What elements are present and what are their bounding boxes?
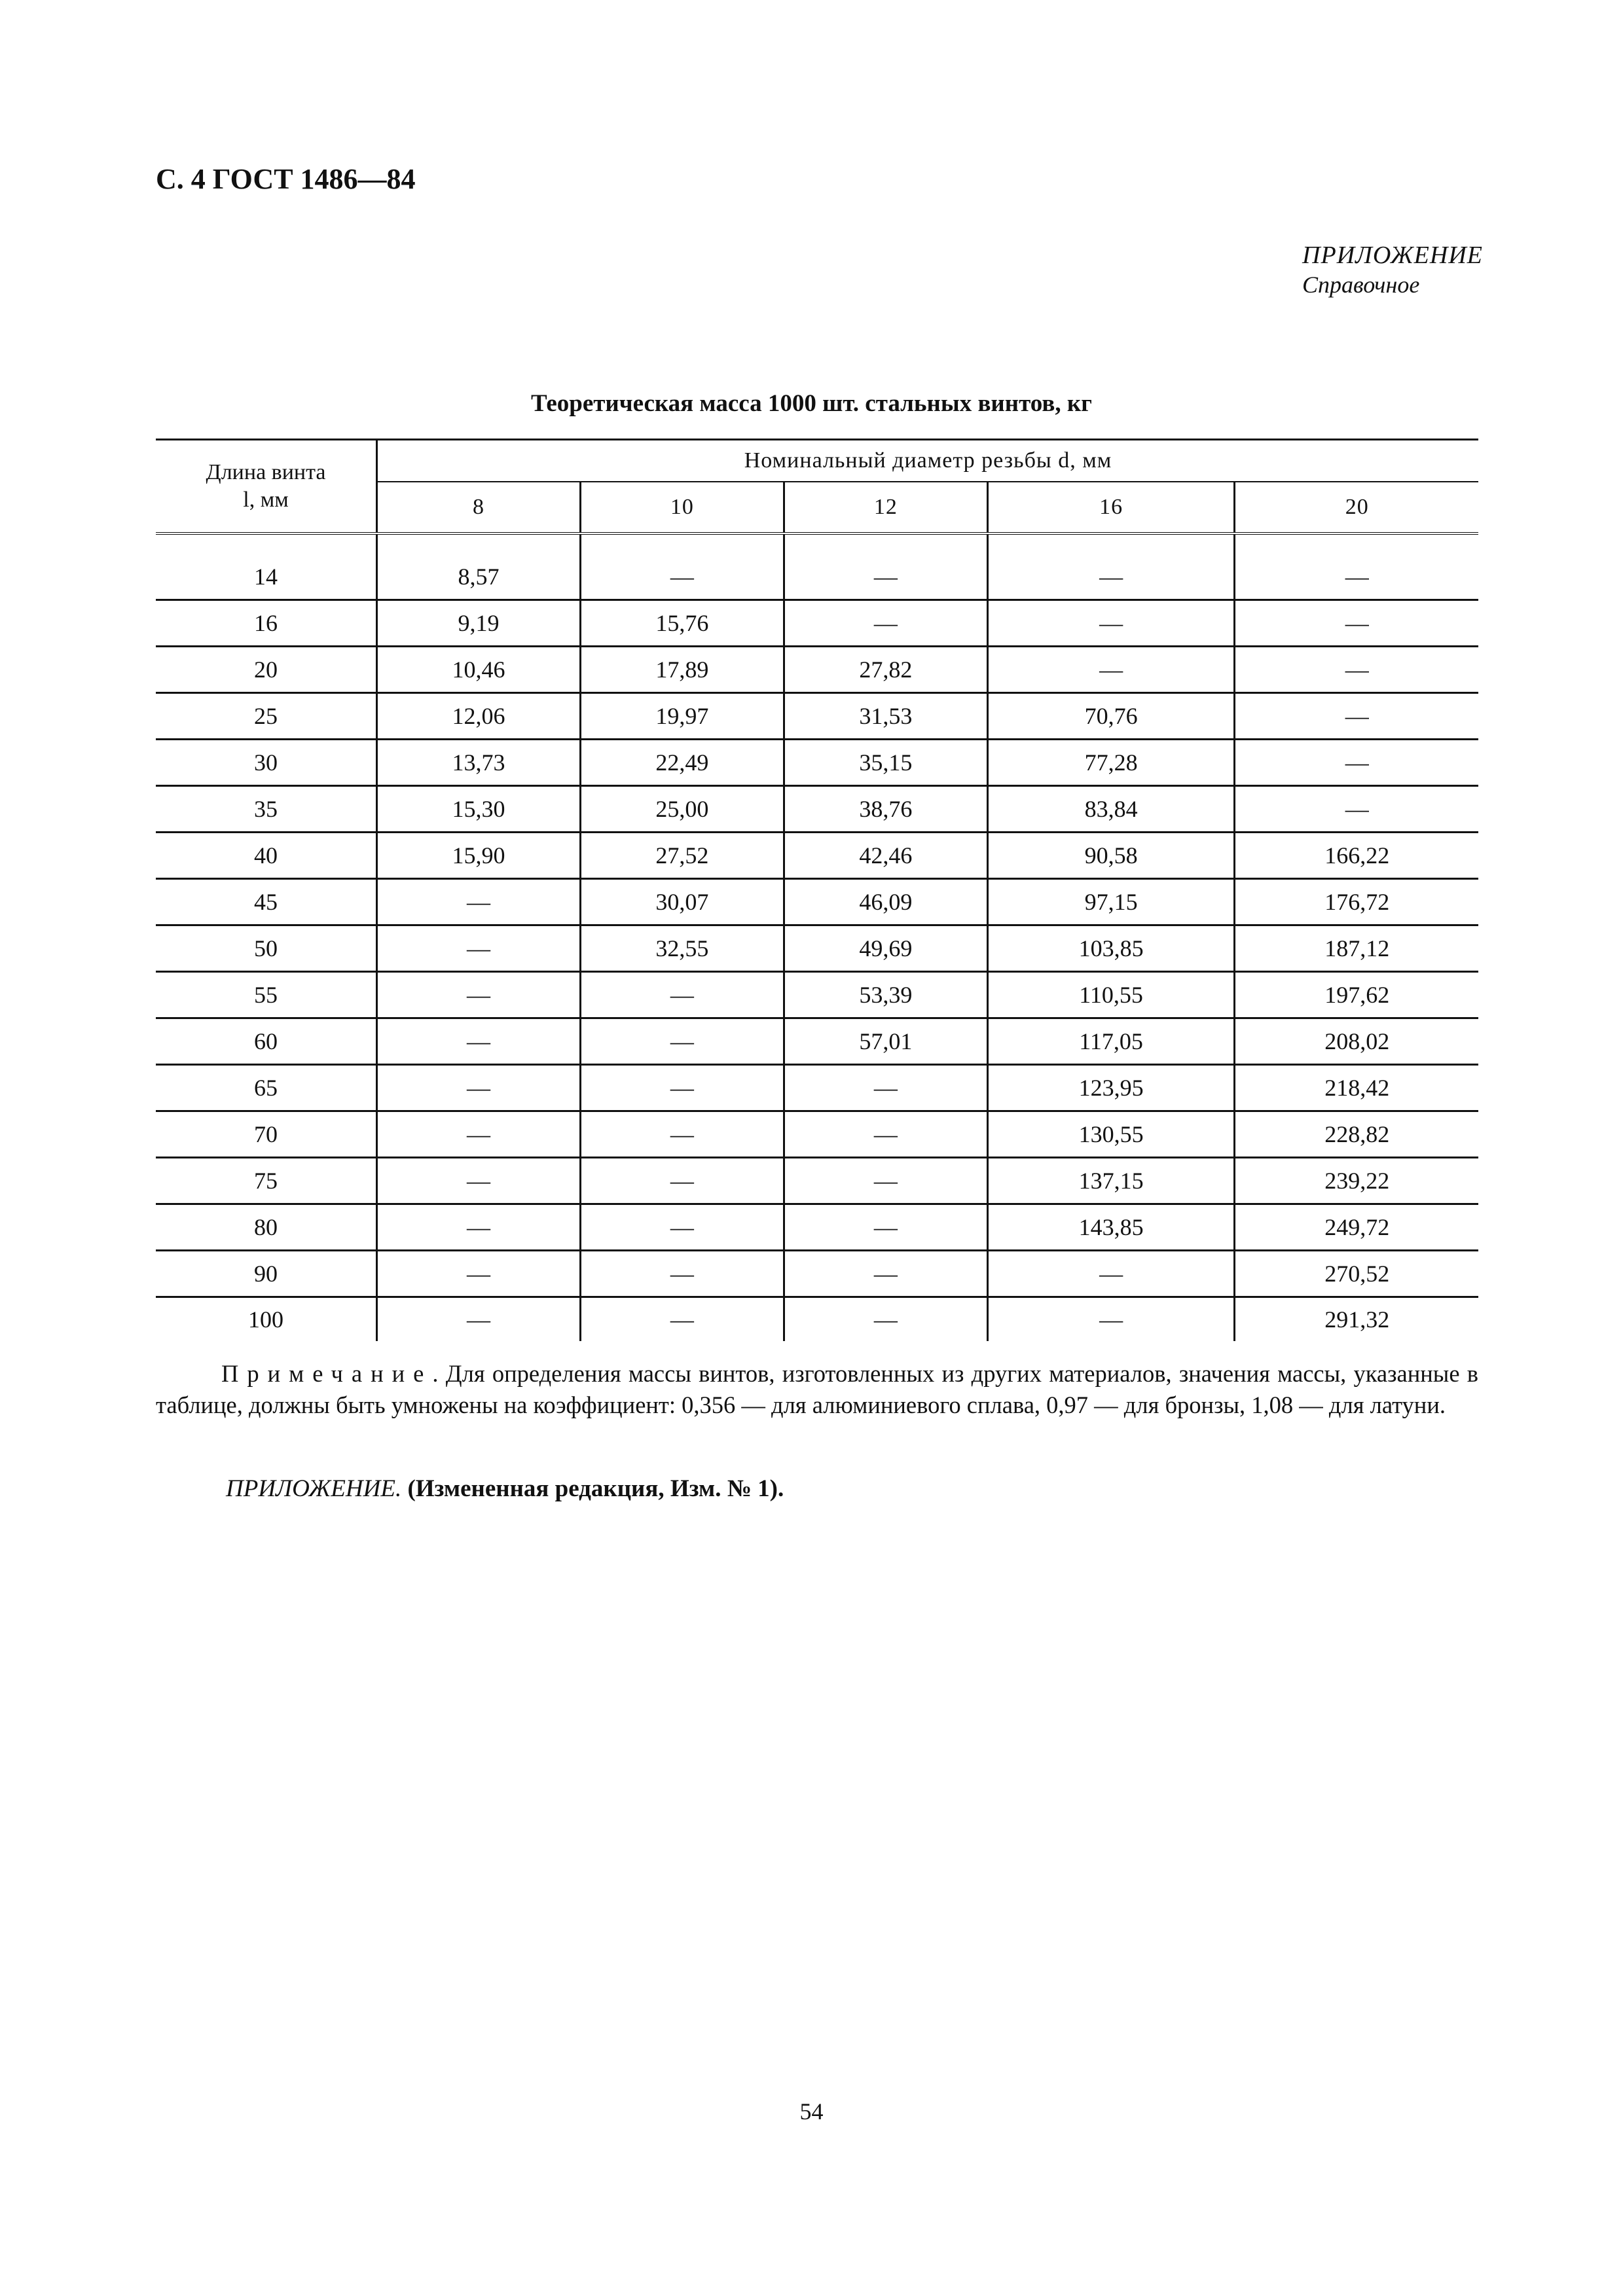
mass-cell: — (784, 1204, 987, 1251)
table-row (156, 1158, 1478, 1204)
table-row (156, 1065, 1478, 1111)
table-row (156, 647, 1478, 693)
table-row (156, 693, 1478, 740)
mass-cell: — (377, 1065, 581, 1111)
mass-cell: — (987, 647, 1235, 693)
mass-cell: — (1235, 600, 1478, 647)
table-row (156, 925, 1478, 972)
length-cell: 40 (156, 833, 377, 879)
length-header-line2: l, мм (243, 488, 289, 512)
mass-cell: — (784, 1158, 987, 1204)
length-cell: 60 (156, 1018, 377, 1065)
mass-cell: 25,00 (580, 786, 784, 833)
mass-cell: — (784, 1065, 987, 1111)
mass-cell: 13,73 (377, 740, 581, 786)
mass-cell: — (466, 1306, 490, 1333)
mass-cell: — (784, 1111, 987, 1158)
mass-cell: — (377, 1251, 581, 1297)
mass-cell: — (580, 972, 784, 1018)
table-row (156, 972, 1478, 1018)
mass-cell: — (377, 879, 581, 925)
mass-cell: — (1235, 786, 1478, 833)
table-row (156, 1204, 1478, 1251)
revision-label: ПРИЛОЖЕНИЕ. (226, 1475, 402, 1502)
mass-cell: 15,90 (377, 833, 581, 879)
length-cell: 65 (156, 1065, 377, 1111)
appendix-sublabel: Справочное (1302, 272, 1420, 298)
mass-cell: 197,62 (1235, 972, 1478, 1018)
length-cell: 25 (156, 693, 377, 740)
diameter-group-header: Номинальный диаметр резьбы d, мм (377, 440, 1479, 482)
mass-cell: — (377, 1204, 581, 1251)
length-cell: 20 (156, 647, 377, 693)
mass-cell: — (1235, 693, 1478, 740)
mass-cell: 53,39 (784, 972, 987, 1018)
mass-cell: — (377, 972, 581, 1018)
mass-cell: 57,01 (784, 1018, 987, 1065)
mass-cell: — (1235, 647, 1478, 693)
appendix-label: ПРИЛОЖЕНИЕ (1302, 242, 1483, 269)
mass-cell: 42,46 (784, 833, 987, 879)
mass-cell: 31,53 (784, 693, 987, 740)
mass-cell: 123,95 (987, 1065, 1235, 1111)
length-cell: 90 (156, 1251, 377, 1297)
mass-cell: — (377, 1111, 581, 1158)
mass-cell: 70,76 (987, 693, 1235, 740)
mass-cell: — (580, 1158, 784, 1204)
mass-cell: — (987, 554, 1235, 600)
mass-cell: — (377, 925, 581, 972)
length-cell: 70 (156, 1111, 377, 1158)
mass-cell: 249,72 (1235, 1204, 1478, 1251)
mass-cell: — (784, 554, 987, 600)
table-body (156, 533, 1478, 1341)
mass-cell: — (580, 1251, 784, 1297)
header-separator (156, 533, 1478, 554)
mass-cell: 166,22 (1235, 833, 1478, 879)
mass-cell: 103,85 (987, 925, 1235, 972)
mass-cell: — (987, 1297, 1235, 1342)
mass-cell: — (784, 1297, 987, 1342)
length-cell: 100 (156, 1297, 377, 1342)
mass-cell: 46,09 (784, 879, 987, 925)
length-cell: 55 (156, 972, 377, 1018)
length-cell: 16 (156, 600, 377, 647)
mass-table (156, 439, 1478, 1341)
diameter-header-20: 20 (1235, 482, 1478, 533)
length-cell: 75 (156, 1158, 377, 1204)
mass-cell: — (580, 1111, 784, 1158)
mass-cell: 10,46 (377, 647, 581, 693)
mass-cell: 32,55 (580, 925, 784, 972)
mass-cell: 77,28 (987, 740, 1235, 786)
table-row (156, 1297, 1478, 1342)
length-cell: 50 (156, 925, 377, 972)
mass-cell: — (580, 554, 784, 600)
table-row (156, 740, 1478, 786)
mass-cell: 9,19 (377, 600, 581, 647)
mass-cell: — (784, 600, 987, 647)
mass-cell: — (580, 1065, 784, 1111)
length-cell: 45 (156, 879, 377, 925)
mass-cell: — (377, 1158, 581, 1204)
diameter-header-8: 8 (377, 482, 581, 533)
table-row (156, 786, 1478, 833)
mass-cell: 90,58 (987, 833, 1235, 879)
mass-cell: 30,07 (580, 879, 784, 925)
mass-cell: 291,32 (1235, 1297, 1478, 1342)
diameter-header-16: 16 (987, 482, 1235, 533)
appendix-block (1302, 241, 1483, 298)
length-header-line1: Длина винта (206, 460, 326, 484)
table-row (156, 833, 1478, 879)
mass-cell: — (580, 1204, 784, 1251)
mass-cell: 117,05 (987, 1018, 1235, 1065)
table-row (156, 1251, 1478, 1297)
mass-cell: 17,89 (580, 647, 784, 693)
mass-cell: 270,52 (1235, 1251, 1478, 1297)
mass-cell: — (987, 600, 1235, 647)
mass-cell: 49,69 (784, 925, 987, 972)
mass-cell: 15,76 (580, 600, 784, 647)
table-note (156, 1358, 1478, 1421)
table-row (156, 1018, 1478, 1065)
mass-cell: 8,57 (377, 554, 581, 600)
mass-cell: — (1235, 740, 1478, 786)
note-text: . Для определения массы винтов, изготовленных из других материалов, значения массы, указанные в таблице, должны быть умножены на коэффициент: 0,356 — для алюминиевого сплава, 0,97 — для бронзы, 1,08 — для латуни. (156, 1360, 1478, 1418)
mass-cell: 38,76 (784, 786, 987, 833)
mass-cell: 19,97 (580, 693, 784, 740)
length-cell: 80 (156, 1204, 377, 1251)
mass-cell: — (1235, 554, 1478, 600)
mass-cell: 27,52 (580, 833, 784, 879)
table-row (156, 554, 1478, 600)
revision-text: (Измененная редакция, Изм. № 1). (407, 1475, 784, 1502)
mass-cell: 22,49 (580, 740, 784, 786)
revision-note (226, 1475, 784, 1503)
mass-cell: 208,02 (1235, 1018, 1478, 1065)
diameter-header-12: 12 (784, 482, 987, 533)
page-number: 54 (799, 2098, 824, 2125)
table-row (156, 1111, 1478, 1158)
mass-cell: 110,55 (987, 972, 1235, 1018)
mass-cell: — (580, 1297, 784, 1342)
table-row (156, 879, 1478, 925)
mass-cell: — (987, 1251, 1235, 1297)
mass-cell: — (580, 1018, 784, 1065)
note-lead: Примечание (221, 1360, 433, 1387)
mass-cell: 12,06 (377, 693, 581, 740)
mass-cell: 35,15 (784, 740, 987, 786)
mass-cell: 15,30 (377, 786, 581, 833)
length-cell: 30 (156, 740, 377, 786)
length-cell: 35 (156, 786, 377, 833)
mass-cell: 130,55 (987, 1111, 1235, 1158)
length-cell: 14 (156, 554, 377, 600)
mass-cell: 97,15 (987, 879, 1235, 925)
mass-cell: 228,82 (1235, 1111, 1478, 1158)
length-column-header (156, 440, 377, 534)
mass-cell: 187,12 (1235, 925, 1478, 972)
table-title: Теоретическая масса 1000 шт. стальных винтов, кг (531, 390, 1092, 417)
mass-cell: 137,15 (987, 1158, 1235, 1204)
mass-cell: 239,22 (1235, 1158, 1478, 1204)
mass-cell: 218,42 (1235, 1065, 1478, 1111)
mass-cell: 83,84 (987, 786, 1235, 833)
mass-cell: 143,85 (987, 1204, 1235, 1251)
mass-cell: — (784, 1251, 987, 1297)
document-header: С. 4 ГОСТ 1486—84 (156, 163, 416, 195)
mass-cell: — (377, 1018, 581, 1065)
table-row (156, 600, 1478, 647)
mass-cell: 176,72 (1235, 879, 1478, 925)
diameter-header-10: 10 (580, 482, 784, 533)
mass-cell: 27,82 (784, 647, 987, 693)
